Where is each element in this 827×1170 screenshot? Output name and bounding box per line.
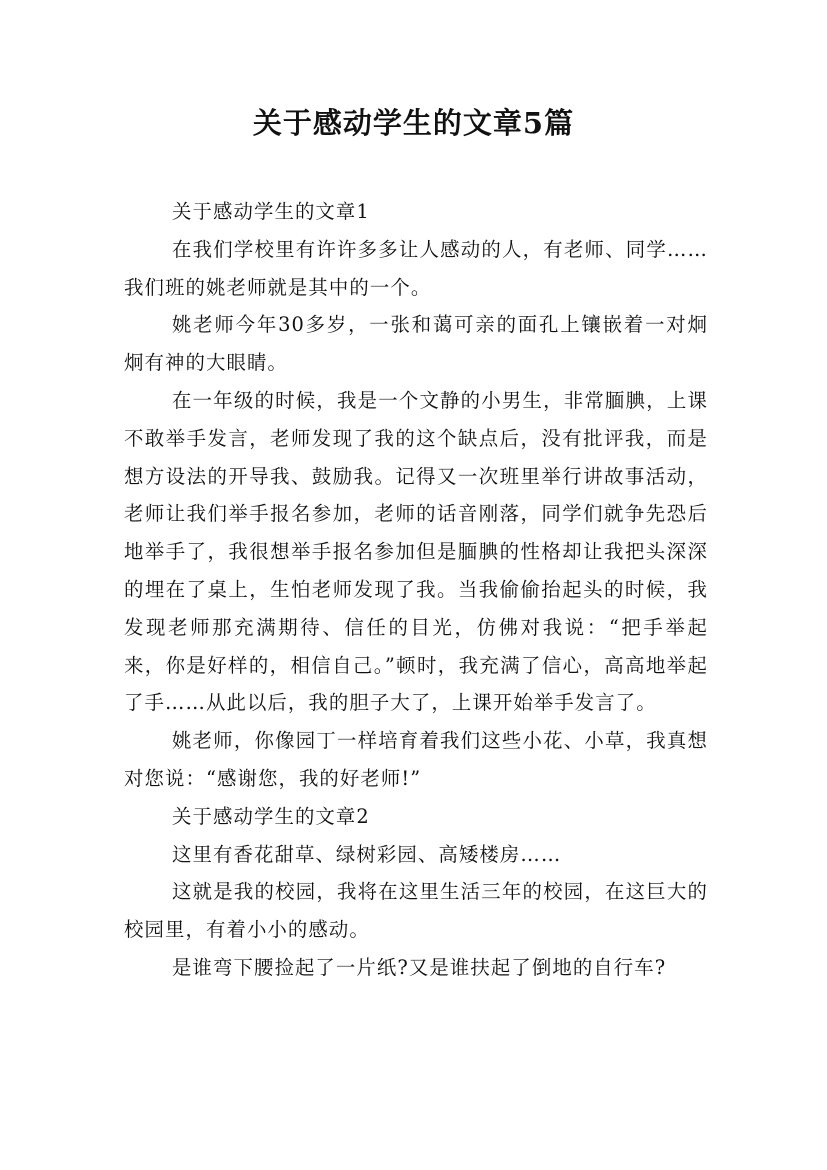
paragraph: 姚老师，你像园丁一样培育着我们这些小花、小草，我真想对您说：“感谢您，我的好老师!” bbox=[124, 729, 708, 790]
section-heading-1: 关于感动学生的文章1 bbox=[172, 200, 370, 223]
section-heading-2: 关于感动学生的文章2 bbox=[172, 804, 370, 828]
paragraph: 是谁弯下腰捡起了一片纸?又是谁扶起了倒地的自行车? bbox=[172, 955, 667, 979]
paragraph: 在我们学校里有许许多多让人感动的人，有老师、同学……我们班的姚老师就是其中的一个。 bbox=[124, 237, 708, 299]
paragraph: 这里有香花甜草、绿树彩园、高矮楼房…… bbox=[172, 842, 562, 866]
paragraph: 这就是我的校园，我将在这里生活三年的校园，在这巨大的校园里，有着小小的感动。 bbox=[124, 880, 708, 942]
document-title: 关于感动学生的文章5篇 bbox=[252, 106, 575, 140]
document-body bbox=[124, 193, 708, 987]
paragraph: 姚老师今年30多岁，一张和蔼可亲的面孔上镶嵌着一对炯炯有神的大眼睛。 bbox=[124, 313, 708, 375]
paragraph: 在一年级的时候，我是一个文静的小男生，非常腼腆，上课不敢举手发言，老师发现了我的这个缺点后，没有批评我，而是想方设法的开导我、鼓励我。记得又一次班里举行讲故事活动，老师让我们举手报名参加，老师的话音刚落，同学们就争先恐后地举手了，我很想举手报名参加但是腼腆的性格却让我把头深深的埋在了桌上，生怕老师发现了我。当我偷偷抬起头的时候，我发现老师那充满期待、信任的目光，仿佛对我说：“把手举起来，你是好样的，相信自己。”顿时，我充满了信心，高高地举起了手……从此以后，我的胆子大了，上课开始举手发言了。 bbox=[124, 388, 708, 715]
